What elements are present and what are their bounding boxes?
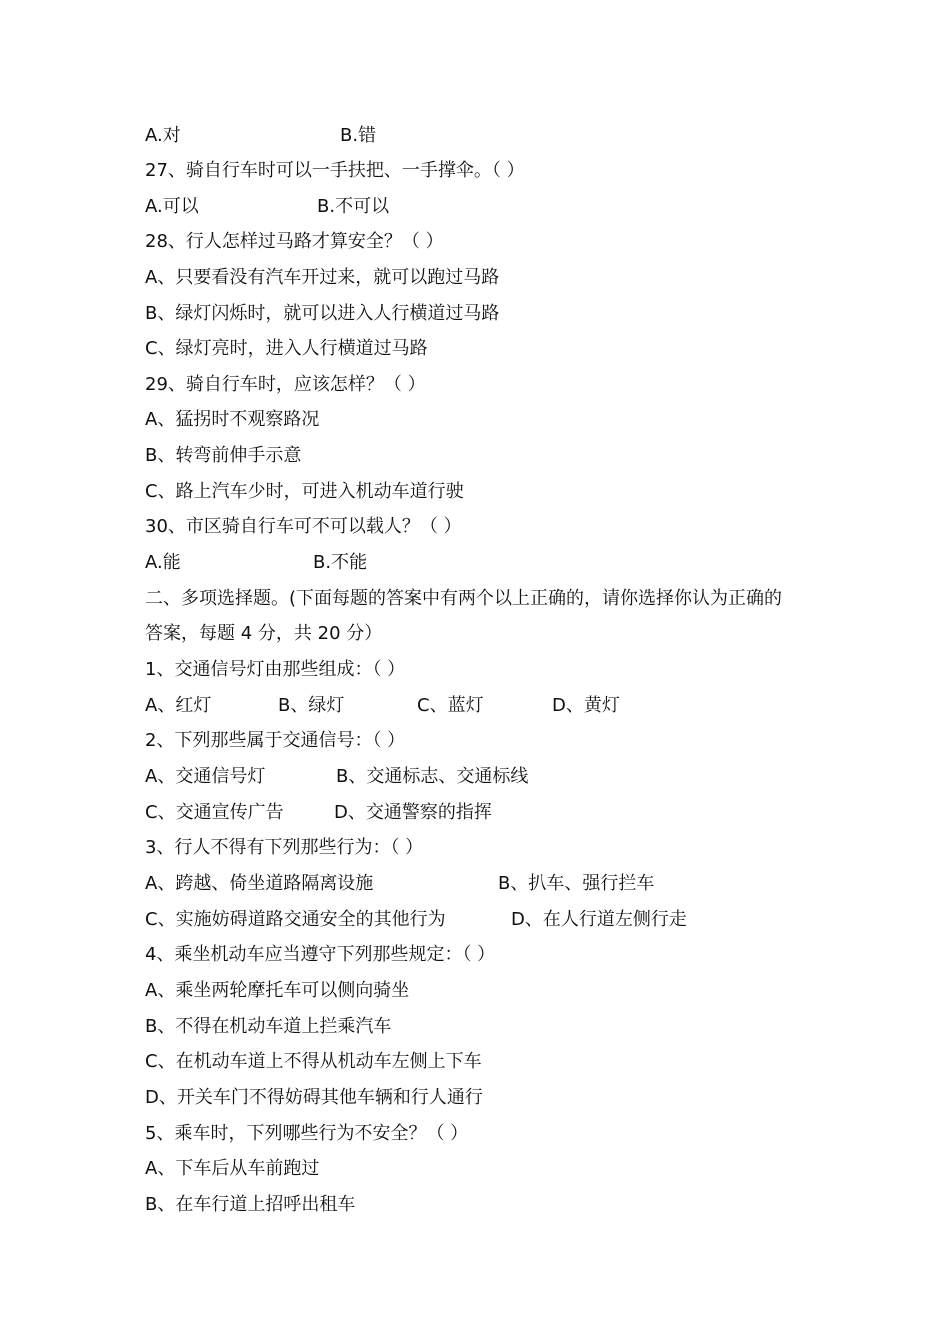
option-d: D、交通警察的指挥 bbox=[334, 802, 492, 823]
option-b: B.不可以 bbox=[317, 196, 390, 217]
option-a: A.能 bbox=[145, 552, 181, 573]
q28-option-b: B、绿灯闪烁时，就可以进入人行横道过马路 bbox=[145, 303, 500, 324]
option-b: B.不能 bbox=[313, 552, 368, 573]
q28-option-a: A、只要看没有汽车开过来，就可以跑过马路 bbox=[145, 267, 500, 288]
option-b: B、扒车、强行拦车 bbox=[498, 873, 655, 894]
question-29: 29、骑自行车时，应该怎样？（ ） bbox=[145, 374, 426, 395]
section-heading-continued: 答案，每题 4 分，共 20 分） bbox=[145, 623, 383, 644]
option-d: D、黄灯 bbox=[552, 695, 620, 716]
mc-question-1: 1、交通信号灯由那些组成：（ ） bbox=[145, 659, 406, 680]
mc-question-3: 3、行人不得有下列那些行为：（ ） bbox=[145, 837, 424, 858]
question-28: 28、行人怎样过马路才算安全？（ ） bbox=[145, 231, 444, 252]
question-27: 27、骑自行车时可以一手扶把、一手撑伞。（ ） bbox=[145, 160, 525, 181]
mc-q5-option-b: B、在车行道上招呼出租车 bbox=[145, 1194, 356, 1215]
option-c: C、蓝灯 bbox=[417, 695, 484, 716]
mc-q4-option-b: B、不得在机动车道上拦乘汽车 bbox=[145, 1016, 392, 1037]
section-heading-multiple-choice: 二、多项选择题。(下面每题的答案中有两个以上正确的，请你选择你认为正确的 bbox=[145, 588, 783, 609]
q29-option-c: C、路上汽车少时，可进入机动车道行驶 bbox=[145, 481, 464, 502]
q28-option-c: C、绿灯亮时，进入人行横道过马路 bbox=[145, 338, 428, 359]
option-a: A、红灯 bbox=[145, 695, 212, 716]
mc-question-4: 4、乘坐机动车应当遵守下列那些规定：（ ） bbox=[145, 944, 496, 965]
option-a: A.可以 bbox=[145, 196, 199, 217]
q29-option-b: B、转弯前伸手示意 bbox=[145, 445, 302, 466]
option-d: D、在人行道左侧行走 bbox=[511, 909, 687, 930]
q29-option-a: A、猛拐时不观察路况 bbox=[145, 409, 320, 430]
option-a: A、交通信号灯 bbox=[145, 766, 266, 787]
option-b: B、交通标志、交通标线 bbox=[336, 766, 529, 787]
option-c: C、交通宣传广告 bbox=[145, 802, 284, 823]
question-30: 30、市区骑自行车可不可以载人？（ ） bbox=[145, 516, 462, 537]
mc-q4-option-c: C、在机动车道上不得从机动车左侧上下车 bbox=[145, 1051, 482, 1072]
option-a: A.对 bbox=[145, 125, 181, 146]
option-b: B、绿灯 bbox=[278, 695, 345, 716]
mc-q5-option-a: A、下车后从车前跑过 bbox=[145, 1158, 320, 1179]
option-b: B.错 bbox=[340, 125, 377, 146]
option-a: A、跨越、倚坐道路隔离设施 bbox=[145, 873, 374, 894]
mc-q4-option-a: A、乘坐两轮摩托车可以侧向骑坐 bbox=[145, 980, 410, 1001]
mc-q4-option-d: D、开关车门不得妨碍其他车辆和行人通行 bbox=[145, 1087, 483, 1108]
mc-question-2: 2、下列那些属于交通信号：（ ） bbox=[145, 730, 406, 751]
option-c: C、实施妨碍道路交通安全的其他行为 bbox=[145, 909, 446, 930]
mc-question-5: 5、乘车时，下列哪些行为不安全？（ ） bbox=[145, 1123, 469, 1144]
